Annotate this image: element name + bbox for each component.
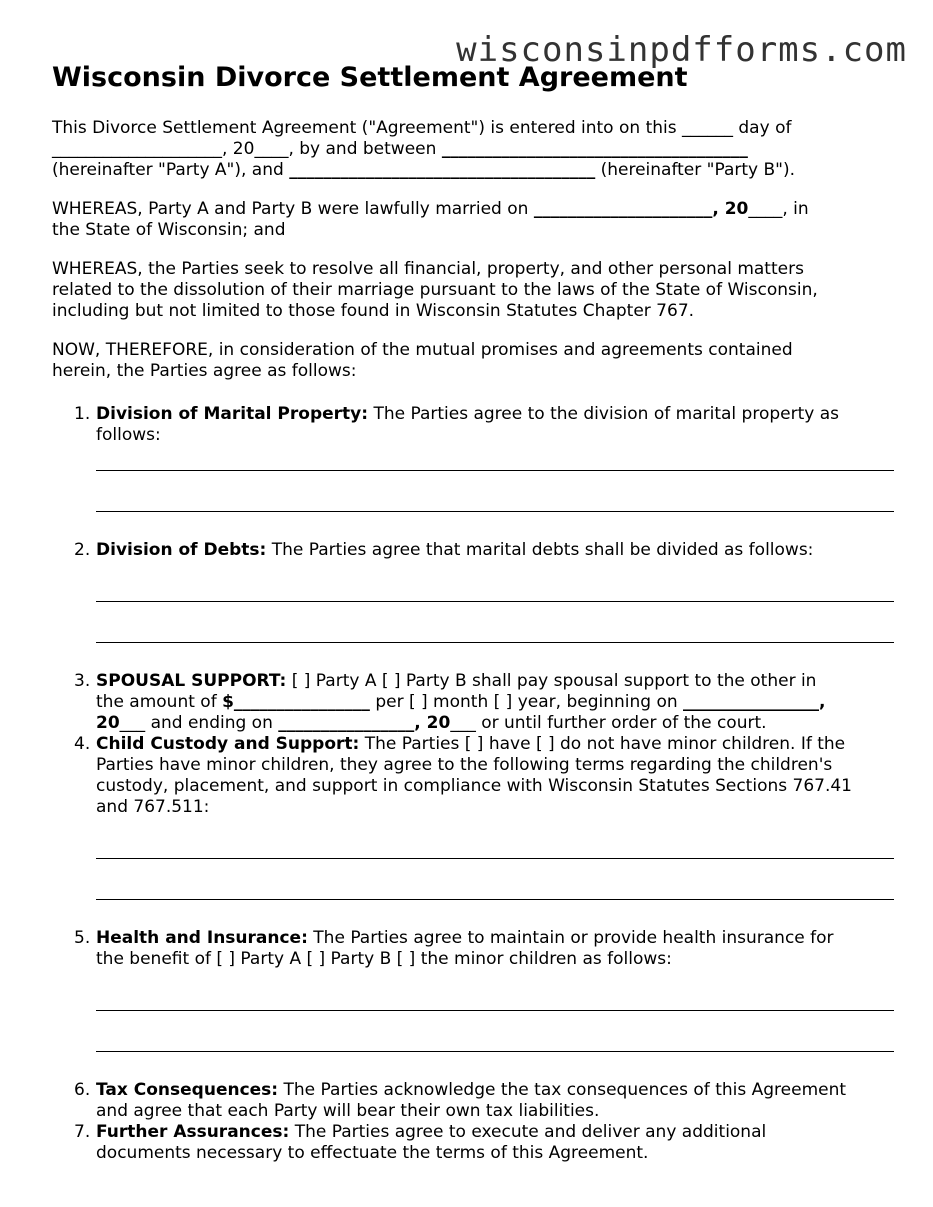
term-text-line-4: and 767.511: — [96, 797, 210, 817]
term-text-line-2: follows: — [96, 425, 161, 445]
fill-in-line[interactable] — [96, 1051, 894, 1052]
site-watermark: wisconsinpdfforms.com — [456, 30, 907, 70]
term-child-custody — [52, 734, 894, 900]
fill-in-line[interactable] — [96, 511, 894, 512]
support-start-date-blank: ________________, — [683, 692, 826, 712]
term-heading: Child Custody and Support: — [96, 734, 360, 754]
term-text: per [ ] month [ ] year, beginning on — [369, 692, 684, 712]
term-debts — [52, 540, 894, 643]
term-number: 4. — [74, 734, 91, 754]
term-number: 1. — [74, 404, 91, 424]
support-end-date-blank: ________________, 20 — [278, 713, 451, 733]
fill-in-line[interactable] — [96, 642, 894, 643]
now-therefore-paragraph — [52, 340, 894, 382]
whereas-married-text: WHEREAS, Party A and Party B were lawfully married on — [52, 199, 534, 219]
term-heading: Division of Marital Property: — [96, 404, 369, 424]
term-text-line-2: the benefit of [ ] Party A [ ] Party B [ ] the minor children as follows: — [96, 949, 672, 969]
support-start-year: 20 — [96, 713, 120, 733]
term-heading: Tax Consequences: — [96, 1080, 279, 1100]
term-number: 6. — [74, 1080, 91, 1100]
term-heading: SPOUSAL SUPPORT: — [96, 671, 287, 691]
whereas-resolve-line-1: WHEREAS, the Parties seek to resolve all financial, property, and other personal matters — [52, 259, 804, 279]
support-amount-blank: $________________ — [222, 692, 370, 712]
term-tax-consequences — [52, 1080, 894, 1122]
term-heading: Health and Insurance: — [96, 928, 308, 948]
term-text-line-2: and agree that each Party will bear their own tax liabilities. — [96, 1101, 600, 1121]
term-text: The Parties agree to the division of marital property as — [368, 404, 839, 424]
term-text: The Parties agree to execute and deliver any additional — [289, 1122, 767, 1142]
party-a-name-blank: ____________________________________ — [441, 139, 748, 159]
fill-in-line[interactable] — [96, 858, 894, 859]
party-b-name-blank: ____________________________________ — [289, 160, 596, 180]
term-text-line-3: custody, placement, and support in compliance with Wisconsin Statutes Sections 767.41 — [96, 776, 852, 796]
term-text: ___ or until further order of the court. — [450, 713, 767, 733]
fill-in-line[interactable] — [96, 1010, 894, 1011]
term-text: [ ] Party A [ ] Party B shall pay spousal support to the other in — [286, 671, 817, 691]
term-text: ___ and ending on — [119, 713, 279, 733]
term-text: the amount of — [96, 692, 223, 712]
term-text-line-2: Parties have minor children, they agree to the following terms regarding the children's — [96, 755, 833, 775]
intro-paragraph — [52, 118, 894, 181]
whereas-resolve-paragraph — [52, 259, 894, 322]
intro-line-2: ____________________, 20____, by and between — [52, 139, 442, 159]
term-text: The Parties [ ] have [ ] do not have minor children. If the — [359, 734, 846, 754]
whereas-resolve-line-3: including but not limited to those found in Wisconsin Statutes Chapter 767. — [52, 301, 695, 321]
term-marital-property — [52, 404, 894, 512]
term-number: 3. — [74, 671, 91, 691]
agreement-body — [52, 118, 894, 1164]
term-number: 7. — [74, 1122, 91, 1142]
now-therefore-line-2: herein, the Parties agree as follows: — [52, 361, 357, 381]
fill-in-line[interactable] — [96, 899, 894, 900]
terms-list — [52, 404, 894, 1164]
term-further-assurances — [52, 1122, 894, 1164]
intro-line-3: (hereinafter "Party A"), and — [52, 160, 290, 180]
term-number: 2. — [74, 540, 91, 560]
term-text-line-2: documents necessary to effectuate the terms of this Agreement. — [96, 1143, 649, 1163]
fill-in-line[interactable] — [96, 601, 894, 602]
term-health-insurance — [52, 928, 894, 1052]
term-text: The Parties acknowledge the tax consequences of this Agreement — [278, 1080, 847, 1100]
intro-line-3-end: (hereinafter "Party B"). — [595, 160, 796, 180]
whereas-married-paragraph — [52, 199, 894, 241]
term-text: The Parties agree to maintain or provide health insurance for — [307, 928, 834, 948]
now-therefore-line-1: NOW, THEREFORE, in consideration of the mutual promises and agreements contained — [52, 340, 793, 360]
term-text: The Parties agree that marital debts shall be divided as follows: — [266, 540, 814, 560]
term-spousal-support — [52, 671, 894, 734]
term-number: 5. — [74, 928, 91, 948]
whereas-married-line-2: the State of Wisconsin; and — [52, 220, 286, 240]
term-heading: Division of Debts: — [96, 540, 267, 560]
marriage-year-blank: ____, in — [748, 199, 809, 219]
intro-line-1: This Divorce Settlement Agreement ("Agreement") is entered into on this ______ day of — [52, 118, 792, 138]
term-heading: Further Assurances: — [96, 1122, 290, 1142]
marriage-date-blank: _____________________, 20 — [533, 199, 749, 219]
fill-in-line[interactable] — [96, 470, 894, 471]
whereas-resolve-line-2: related to the dissolution of their marriage pursuant to the laws of the State of Wisconsin, — [52, 280, 818, 300]
document-title: Wisconsin Divorce Settlement Agreement — [52, 62, 688, 93]
